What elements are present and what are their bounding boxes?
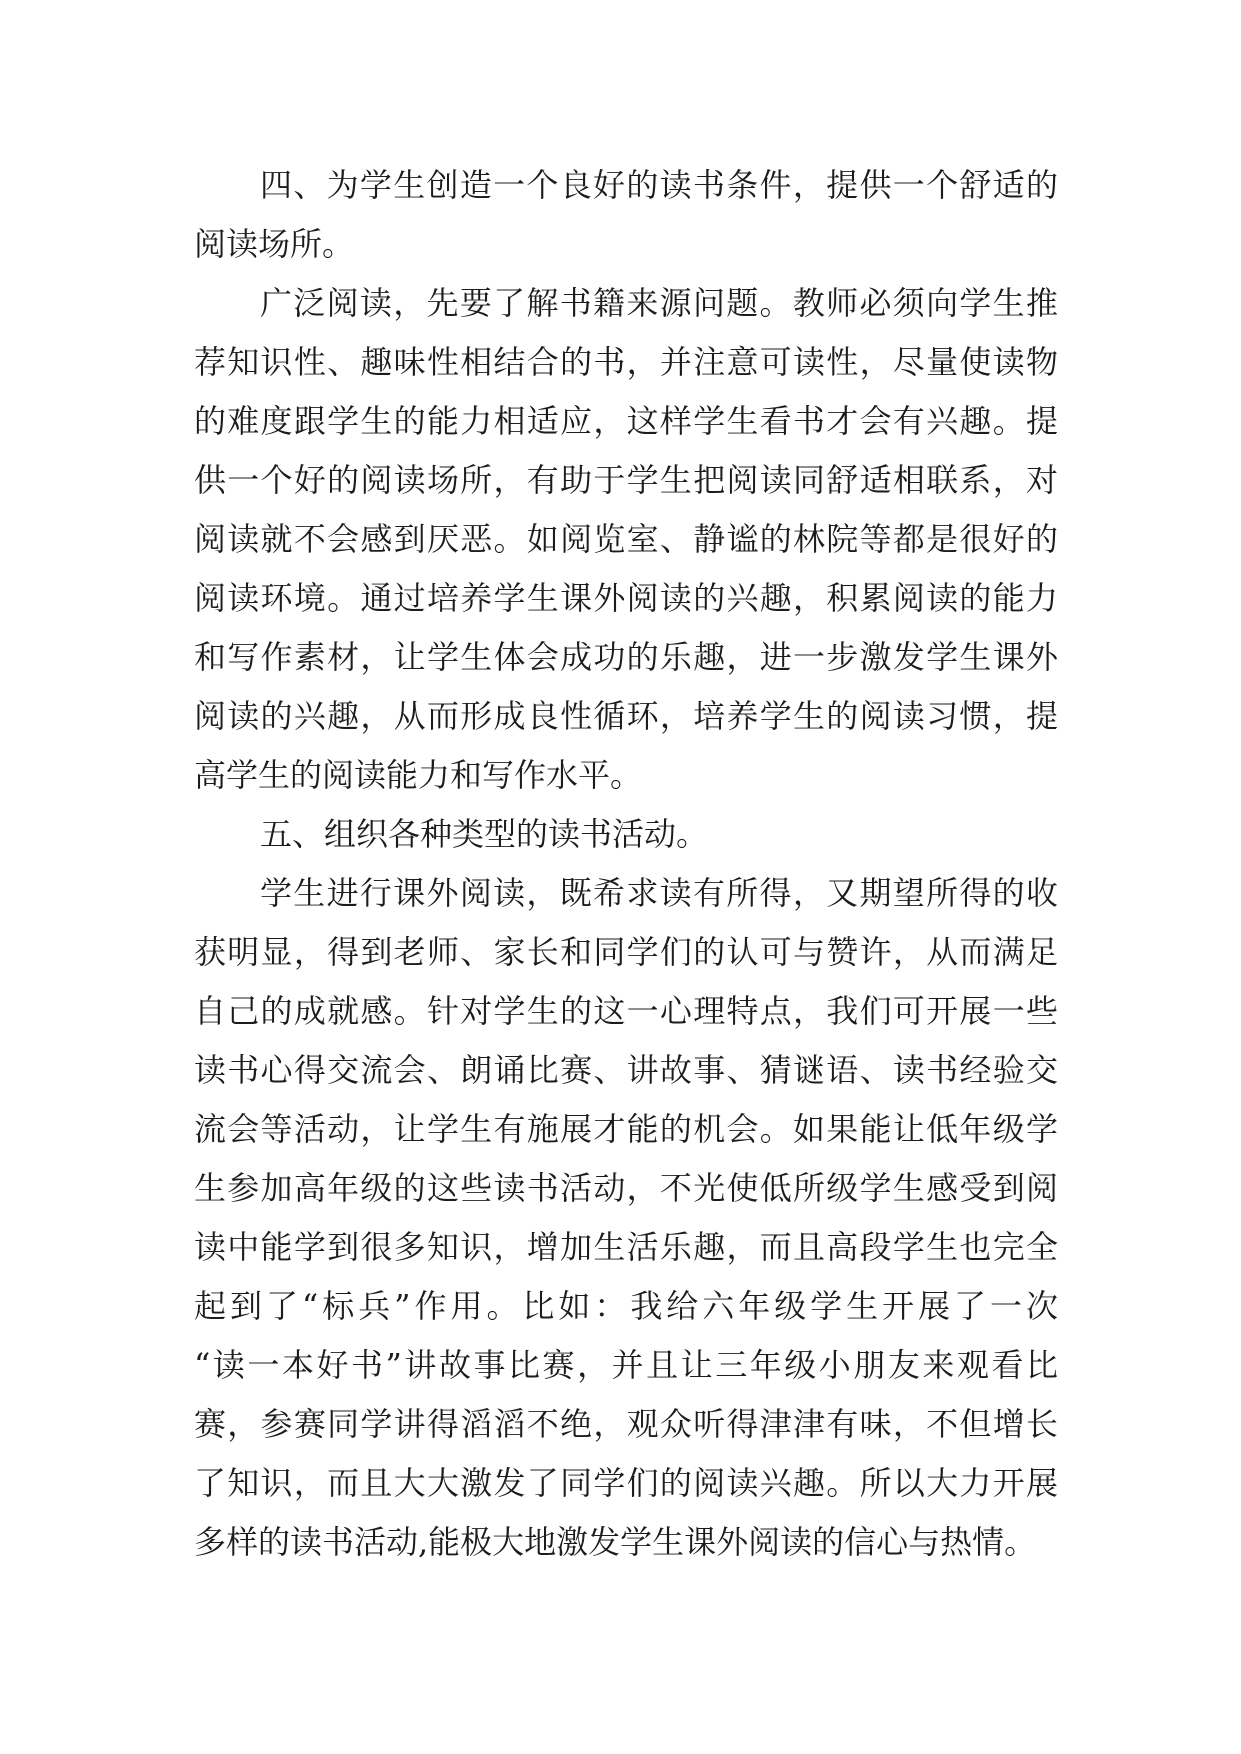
text-line: 五、组织各种类型的读书活动。 (260, 815, 709, 853)
text-line: 四、为学生创造一个良好的读书条件，提供一个舒适的 (260, 166, 1058, 204)
text-line: 供一个好的阅读场所，有助于学生把阅读同舒适相联系，对 (194, 461, 1058, 499)
text-line: 赛，参赛同学讲得滔滔不绝，观众听得津津有味，不但增长 (194, 1405, 1058, 1443)
text-line: 流会等活动，让学生有施展才能的机会。如果能让低年级学 (194, 1110, 1058, 1148)
text-line: 和写作素材，让学生体会成功的乐趣，进一步激发学生课外 (194, 638, 1058, 676)
text-line: 生参加高年级的这些读书活动，不光使低所级学生感受到阅 (194, 1169, 1058, 1207)
text-line: 了知识，而且大大激发了同学们的阅读兴趣。所以大力开展 (194, 1464, 1058, 1502)
text-line: “读一本好书”讲故事比赛，并且让三年级小朋友来观看比 (194, 1346, 1058, 1384)
text-line: 高学生的阅读能力和写作水平。 (194, 756, 643, 794)
paragraph (194, 274, 1058, 805)
text-line: 读书心得交流会、朗诵比赛、讲故事、猜谜语、读书经验交 (194, 1051, 1058, 1089)
text-line: 阅读就不会感到厌恶。如阅览室、静谧的林院等都是很好的 (194, 520, 1058, 558)
text-line: 自己的成就感。针对学生的这一心理特点，我们可开展一些 (194, 992, 1058, 1030)
body-text (194, 156, 1058, 1572)
text-line: 获明显，得到老师、家长和同学们的认可与赞许，从而满足 (194, 933, 1058, 971)
text-line: 阅读场所。 (194, 225, 355, 263)
section-heading-four (194, 156, 1058, 274)
section-heading-five (194, 805, 1058, 864)
paragraph (194, 864, 1058, 1572)
text-line: 起到了“标兵”作用。比如：我给六年级学生开展了一次 (194, 1287, 1058, 1325)
text-line: 学生进行课外阅读，既希求读有所得，又期望所得的收 (260, 874, 1058, 912)
text-line: 荐知识性、趣味性相结合的书，并注意可读性，尽量使读物 (194, 343, 1058, 381)
text-line: 阅读环境。通过培养学生课外阅读的兴趣，积累阅读的能力 (194, 579, 1058, 617)
text-line: 阅读的兴趣，从而形成良性循环，培养学生的阅读习惯，提 (194, 697, 1058, 735)
text-line: 的难度跟学生的能力相适应，这样学生看书才会有兴趣。提 (194, 402, 1058, 440)
text-line: 读中能学到很多知识，增加生活乐趣，而且高段学生也完全 (194, 1228, 1058, 1266)
text-line: 广泛阅读，先要了解书籍来源问题。教师必须向学生推 (260, 284, 1058, 322)
text-line: 多样的读书活动,能极大地激发学生课外阅读的信心与热情。 (194, 1523, 1037, 1561)
